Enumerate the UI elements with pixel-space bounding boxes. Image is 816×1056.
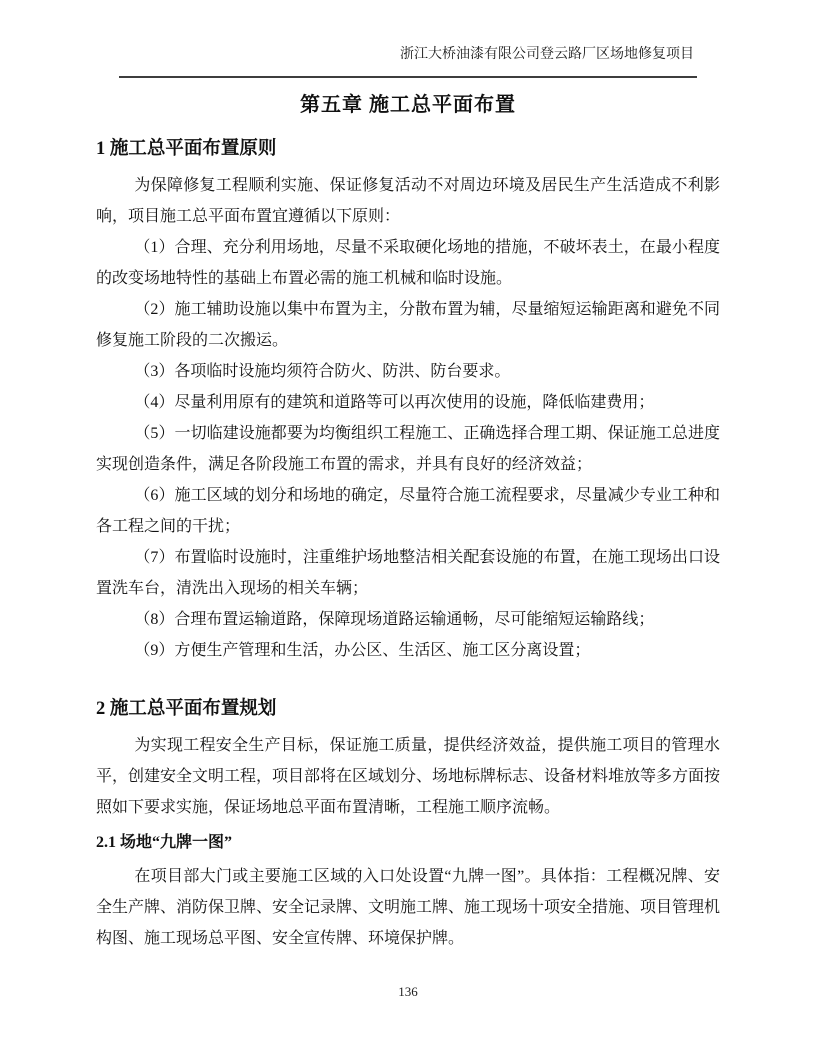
principle-item-5: （5）一切临建设施都要为均衡组织工程施工、正确选择合理工期、保证施工总进度实现创造条件，满足各阶段施工布置的需求，并具有良好的经济效益；: [96, 425, 720, 473]
page-number: 136: [398, 984, 418, 999]
principle-item-7: （7）布置临时设施时，注重维护场地整洁相关配套设施的布置，在施工现场出口设置洗车台，清洗出入现场的相关车辆；: [96, 549, 720, 597]
document-header-title: 浙江大桥油漆有限公司登云路厂区场地修复项目: [400, 47, 694, 62]
principle-item-1: （1）合理、充分利用场地，尽量不采取硬化场地的措施，不破坏表土，在最小程度的改变场地特性的基础上布置必需的施工机械和临时设施。: [96, 239, 720, 287]
principle-item-3: （3）各项临时设施均须符合防火、防洪、防台要求。: [134, 363, 511, 380]
section-2-intro-paragraph: 为实现工程安全生产目标，保证施工质量，提供经济效益，提供施工项目的管理水平，创建安全文明工程，项目部将在区域划分、场地标牌标志、设备材料堆放等多方面按照如下要求实施，保证场地总平面布置清晰，工程施工顺序流畅。: [96, 737, 721, 816]
principle-item-8: （8）合理布置运输道路，保障现场道路运输通畅，尽可能缩短运输路线；: [134, 611, 655, 628]
principle-item-2: （2）施工辅助设施以集中布置为主，分散布置为辅，尽量缩短运输距离和避免不同修复施工阶段的二次搬运。: [96, 301, 720, 349]
subsection-2-1-paragraph: 在项目部大门或主要施工区域的入口处设置“九牌一图”。具体指：工程概况牌、安全生产牌、消防保卫牌、安全记录牌、文明施工牌、施工现场十项安全措施、项目管理机构图、施工现场总平图、安全宣传牌、环境保护牌。: [96, 868, 721, 947]
principle-item-6: （6）施工区域的划分和场地的确定，尽量符合施工流程要求，尽量减少专业工种和各工程之间的干扰；: [96, 487, 720, 535]
section-1-heading: 1 施工总平面布置原则: [96, 139, 277, 159]
chapter-title: 第五章 施工总平面布置: [300, 94, 516, 116]
subsection-2-1-heading: 2.1 场地“九牌一图”: [96, 834, 233, 851]
section-2-heading: 2 施工总平面布置规划: [96, 699, 277, 719]
section-1-intro-paragraph: 为保障修复工程顺利实施、保证修复活动不对周边环境及居民生产生活造成不利影响，项目施工总平面布置宜遵循以下原则：: [96, 177, 720, 225]
header-divider-rule: [119, 76, 697, 78]
principle-item-4: （4）尽量利用原有的建筑和道路等可以再次使用的设施，降低临建费用；: [134, 394, 655, 411]
principle-item-9: （9）方便生产管理和生活，办公区、生活区、施工区分离设置；: [134, 642, 591, 659]
